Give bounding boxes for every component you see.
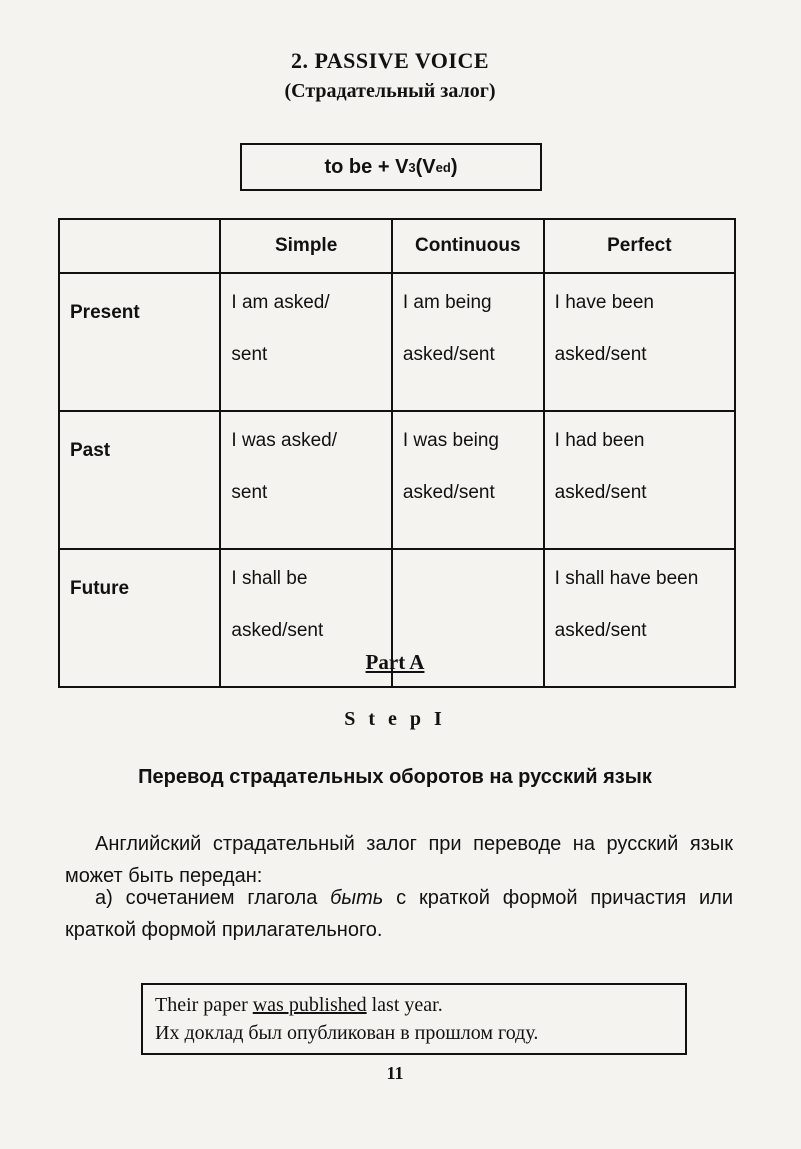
formula-sub-ed: ed bbox=[435, 159, 451, 175]
table-row bbox=[59, 411, 735, 549]
cell-line: I was asked/ bbox=[231, 430, 337, 451]
cell-line: I had been bbox=[554, 430, 645, 451]
cell-present-continuous bbox=[392, 273, 544, 411]
row-label-future: Future bbox=[59, 549, 220, 687]
section-title: 2. PASSIVE VOICE bbox=[290, 48, 490, 73]
formula-right: ) bbox=[450, 155, 458, 178]
cell-line: sent bbox=[231, 344, 268, 365]
example-en-before: Their paper bbox=[155, 994, 253, 1016]
cell-line: asked/sent bbox=[554, 482, 647, 503]
row-label-past: Past bbox=[59, 411, 220, 549]
cell-line: I shall have been bbox=[554, 568, 699, 589]
row-label-present: Present bbox=[59, 273, 220, 411]
cell-line: asked/sent bbox=[554, 620, 647, 641]
cell-line: asked/sent bbox=[402, 344, 495, 365]
cell-line: I was being bbox=[402, 430, 499, 451]
example-box bbox=[141, 983, 687, 1055]
formula-sub-3: 3 bbox=[408, 159, 416, 175]
cell-line: asked/sent bbox=[231, 620, 324, 641]
passive-formula bbox=[240, 143, 542, 191]
page-number: 11 bbox=[386, 1063, 404, 1083]
table-row bbox=[59, 273, 735, 411]
example-en-underlined: was published bbox=[252, 994, 367, 1016]
table-header-empty bbox=[59, 219, 220, 273]
part-heading: Part A bbox=[365, 650, 425, 674]
example-english bbox=[155, 991, 673, 1019]
table-header-continuous: Continuous bbox=[392, 219, 544, 273]
paragraph-intro: Английский страдательный залог при переводе на русский язык может быть передан: bbox=[65, 833, 733, 887]
cell-line: I have been bbox=[554, 292, 654, 313]
option-a-text: а) сочетанием глагола bbox=[95, 887, 331, 909]
table-header-row bbox=[59, 219, 735, 273]
step-heading: S t e p I bbox=[344, 708, 446, 730]
paragraph-option-a bbox=[65, 882, 733, 946]
cell-line: asked/sent bbox=[402, 482, 495, 503]
cell-line: sent bbox=[231, 482, 268, 503]
cell-line: asked/sent bbox=[554, 344, 647, 365]
section-subtitle: (Страдательный залог) bbox=[284, 80, 496, 102]
formula-left: to be + V bbox=[324, 155, 409, 178]
table-header-perfect: Perfect bbox=[544, 219, 735, 273]
cell-line: I am being bbox=[402, 292, 492, 313]
example-russian: Их доклад был опубликован в прошлом году. bbox=[155, 1022, 539, 1044]
tense-table bbox=[58, 218, 736, 688]
cell-past-continuous bbox=[392, 411, 544, 549]
cell-present-simple bbox=[220, 273, 391, 411]
cell-present-perfect bbox=[544, 273, 735, 411]
option-a-text-rest: с краткой формой причастия или краткой формой прилагательного. bbox=[65, 887, 734, 941]
example-en-after: last year. bbox=[366, 994, 443, 1016]
cell-line: I am asked/ bbox=[231, 292, 330, 313]
cell-past-simple bbox=[220, 411, 391, 549]
cell-past-perfect bbox=[544, 411, 735, 549]
table-header-simple: Simple bbox=[220, 219, 391, 273]
translation-heading: Перевод страдательных оборотов на русский язык bbox=[138, 766, 652, 788]
formula-mid: (V bbox=[415, 155, 436, 178]
cell-line: I shall be bbox=[231, 568, 308, 589]
option-a-italic: быть bbox=[330, 887, 384, 909]
